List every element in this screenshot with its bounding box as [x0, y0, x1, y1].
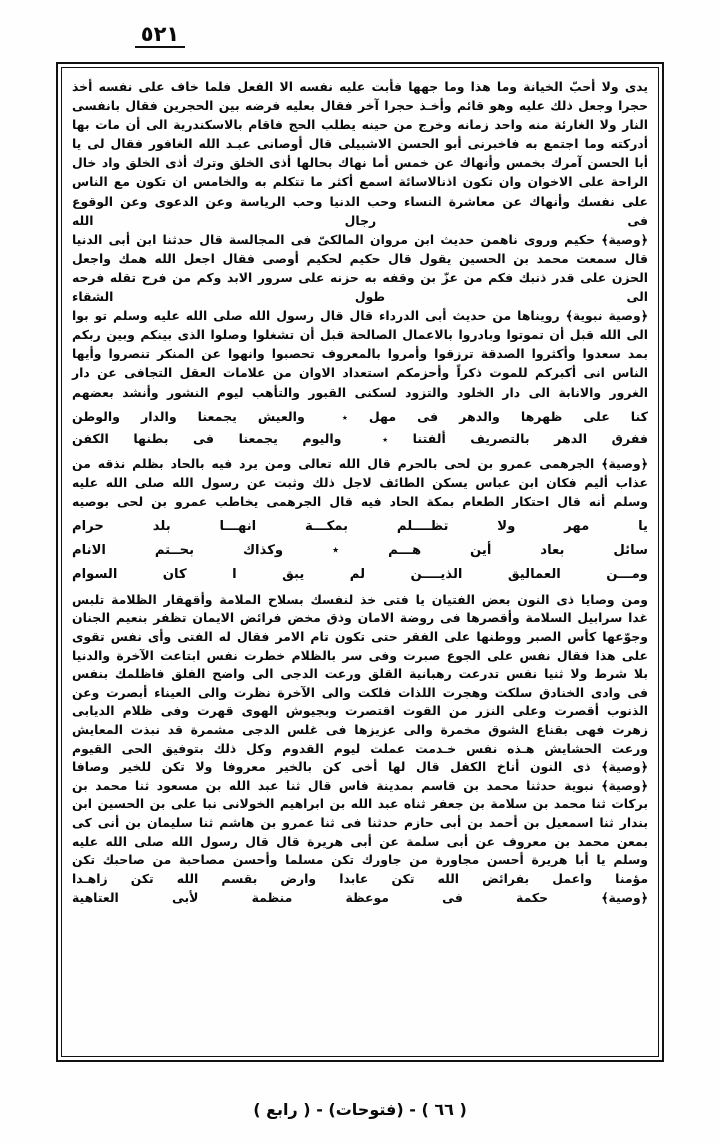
closing-paragraph-1: ومن وصايا ذى النون بعض الفتيان يا فتى خذ لنفسك بسلاح الملامة وأقهقار الظلامة تلبس غدا سرابيل السلامة وأقصرها فى روضة الامان وذق مخض فرائض الايمان تظفر بنعيم الجنان وجوّعها كأس الصبر ووطنها على الفقر حتى تكون تام الامر فقال له الفتى وأى نفس تقوى على هذا فقال نفس على الجوع صبرت وفى سر بالظلام خطرت نفس ابتاعت الآخرة والدنيا بلا شرط ولا ثنيا نفس تدرعت رهبانية القلق ورعت الدجى الى واضح الفلق فاظلمك بنفس فى وادى الخنادق سلكت وهجرت اللذات فلكت والى الآخرة نظرت والى العيناء أبصرت وعن الذنوب أقصرت وعلى النزر من القوت اقتصرت وبجيوش الهوى قهرت وفى ظلام الديابى زهرت فهى بقناع الشوق مخمرة والى عزيزها فى غلس الدجى مشمرة قد نبذت المعايش ورعت الحشايش هـذه نفس خـدمت عملت ليوم القدوم وكل ذلك بتوفيق الحى القيوم: [72, 591, 648, 756]
verse-hemistich-b: والعيش يجمعنا والدار والوطن: [72, 408, 305, 424]
text-frame: [56, 62, 664, 1062]
main-text-body: [72, 77, 648, 907]
verse-line: [72, 428, 648, 450]
verse-separator-icon: ٭: [341, 410, 348, 424]
closing-paragraph-3: ﴿وصية﴾ نبوية حدثنا محمد بن قاسم بمدينة فاس قال ثنا عبد الله بن مسعود ثنا محمد بن بركات ثنا محمد بن سلامة بن جعفر ثناه عبد الله بن ابراهيم الخولانى نبا على بن الحسين ابن بندار ثنا اسمعيل بن أحمد بن أبى حازم حدثنا فى ثنا عمرو بن هاشم ثنا سليمان بن أنى كى بمعن محمد بن معروف عن أبى سلمة عن أبى هريرة قال قال رسول الله صلى الله عليه وسلم يا أبا هريرة أحسن مجاورة من جاورك تكن مسلما وأحسن مصاحبة من صاحبك تكن مؤمنا واعمل بفرائض الله تكن عابدا وارض بقسم الله تكن زاهـدا: [72, 777, 648, 886]
verse-separator-icon: ٭: [382, 432, 389, 446]
verse-line: [72, 406, 648, 428]
text-frame-inner: [61, 67, 659, 1057]
page-footer: [0, 1100, 720, 1119]
closing-paragraph-2: ﴿وصية﴾ ذى النون أناخ الكفل قال لها أخى كن بالخير معروفا ولا تكن للخير وصافا: [72, 759, 648, 775]
paragraph-after-verse: ﴿وصية﴾ الجرهمى عمرو بن لحى بالحرم قال الله تعالى ومن يرد فيه بالحاد بظلم نذقه من عذاب أليم فكان ابن عباس يسكن الطائف لاجل ذلك وثبت عن رسول الله صلى الله عليه وسلم أنه قال احتكار الطعام بمكة الحاد فيه قال الجرهمى يخاطب عمرو بن لحى بوصيه: [72, 455, 648, 509]
verse-block-1: [72, 406, 648, 450]
page-number-value: ٥٢١: [135, 22, 185, 48]
paragraph-3: ﴿وصية نبوية﴾ رويناها من حديث أبى الدرداء قال قال رسول الله صلى الله عليه وسلم تو بوا الى الله قبل أن تموتوا وبادروا بالاعمال الصالحة قبل أن تشغلوا وصلوا الذى بينكم وبين ربكم بمد سعدوا وأكثروا الصدقة ترزقوا وأمروا بالمعروف تحصبوا وانهوا عن المنكر تنصروا وأيها الناس انى أكبركم للموت ذكراً وأحزمكم استعداد الاوان من علامات العقل التجافى عن دار الغرور والانابة الى دار الخلود والتزود لسكنى القبور والتأهب ليوم النشور وأنشد بعضهم: [72, 308, 648, 400]
paragraph-2: ﴿وصية﴾ حكيم وروى ناهمن حديث ابن مروان المالكىّ فى المجالسة قال حدثنا ابن أبى الدنيا قال سمعت محمد بن الحسين يقول قال حكيم لحكيم أوصى فقال اجعل الله همك واجعل الحزن على قدر ذنبك فكم من عزّ بن وقفه به حزنه على سرور الابد وكم من فرح تقله فرحه الى طول الشقاء: [72, 231, 648, 305]
verse-hemistich-b: واليوم يجمعنا فى بطنها الكفن: [72, 430, 342, 446]
wide-verse-line-3: ومـــن العماليق الذيــــن لم يبق ا كان السوام: [72, 566, 648, 582]
wide-verse-line-1: يا مهر ولا تظــــلم بمكـــة انهـــا بلد حرام: [72, 518, 648, 534]
page-number: [0, 22, 720, 48]
verse-block-2: [72, 515, 648, 587]
verse-hemistich-a: ففرق الدهر بالتصريف ألفتنا: [412, 430, 649, 446]
final-line: ﴿وصية﴾ حكمة فى موعظة منظمة لأبى العتاهية: [72, 890, 648, 906]
wide-verse-line-2: سائل بعاد أين هـــم ٭ وكذاك بحــتم الانام: [72, 542, 648, 558]
footer-text: ( ٦٦ ) - (فتوحات) - ( رابع ): [253, 1100, 467, 1119]
paragraph-1: يدى ولا أحبّ الخيانة وما هذا وما جهها فأبت عليه نفسه الا الفعل فلما خاف على نفسه أخذ حجرا وجعل ذلك عليه وهو قائم وأخـذ حجرا آخر فقال بعليه فرضه بين الحجرين فقال بانفسى النار ولا الغارئة منه واحد زمانه وخرج من حينه يطلب الحج فاقام بالاسكندرية الى أن مات بها أدركته وما اجتمع به فاخبرنى أبو الحسن الاشبيلى قال أوصانى عبـد الله الغافور فقال لى يا أبا الحسن آمرك بخمس وأنهاك عن خمس أما نهاك بحالها أذى الخلق وترك أذى الخلق واد خال الراحة على الاخوان وان تكون اذنالاسائة اسمع أكثر ما تتكلم به والخامس ان تكون مع الناس على نفسك وأنهاك عن معاشرة النساء وحب الدنيا وحب الرياسة وعن الدعوى وعن الوقوع فى رجال الله: [72, 79, 648, 228]
verse-hemistich-a: كنا على ظهرها والدهر فى مهل: [368, 408, 648, 424]
